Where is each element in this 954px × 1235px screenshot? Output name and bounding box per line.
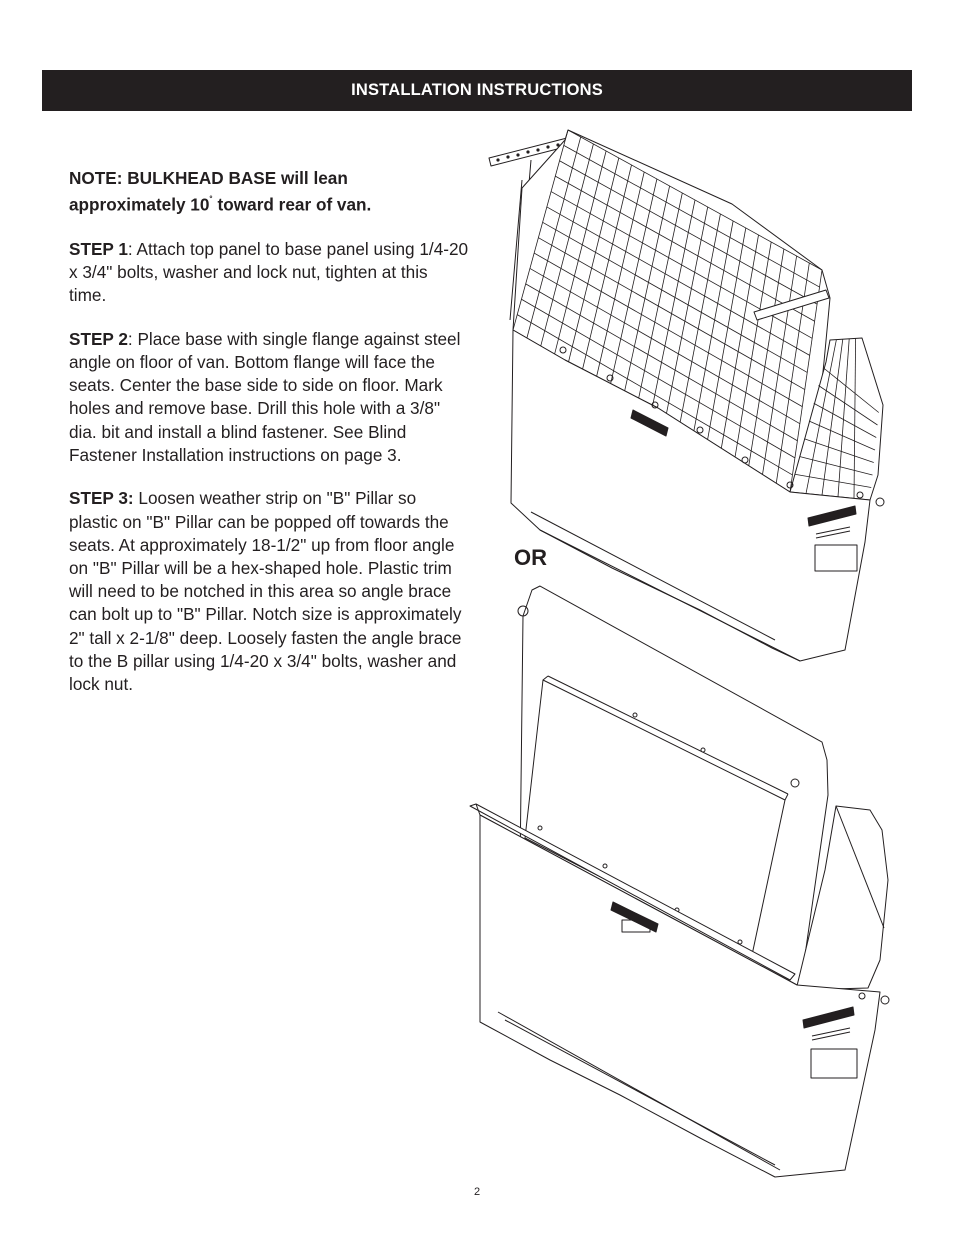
note-line-2-end: toward rear of van. [212, 194, 372, 215]
step-2-text: : Place base with single flange against steel angle on floor of van. Bottom flange will face the seats. Center the base side to side on floor. Mark holes and remove base. Drill this hole with a 3/8" dia. bit and install a blind fastener. See Blind Fastener Installation instructions on page 3. [69, 328, 461, 465]
note-line-1: NOTE: BULKHEAD BASE will lean [69, 168, 348, 188]
degree-symbol: ˚ [209, 196, 213, 208]
step-3-label: STEP 3: [69, 488, 134, 509]
step-1-text: : Attach top panel to base panel using 1/4-20 x 3/4" bolts, washer and lock nut, tighten at this time. [69, 238, 469, 306]
page-number: 2 [473, 1186, 481, 1198]
solid-bulkhead-drawing [470, 586, 889, 1177]
or-label: OR [514, 545, 547, 570]
step-2-label: STEP 2 [69, 328, 128, 349]
note-line-2-start: approximately 10 [69, 194, 210, 215]
step-1-label: STEP 1 [69, 238, 128, 259]
section-title: INSTALLATION INSTRUCTIONS [351, 81, 603, 99]
step-3-text: Loosen weather strip on "B" Pillar so plastic on "B" Pillar can be popped off towards the seats. At approximately 18-1/2" up from floor angle on "B" Pillar will be a hex-shaped hole. Plastic trim will need to be notched in this area so angle brace can bolt up to "B" Pillar. Notch size is approximately 2" tall x 2-1/8" deep. Loosely fasten the angle brace to the B pillar using 1/4-20 x 3/4" bolts, washer and lock nut. [69, 488, 462, 695]
